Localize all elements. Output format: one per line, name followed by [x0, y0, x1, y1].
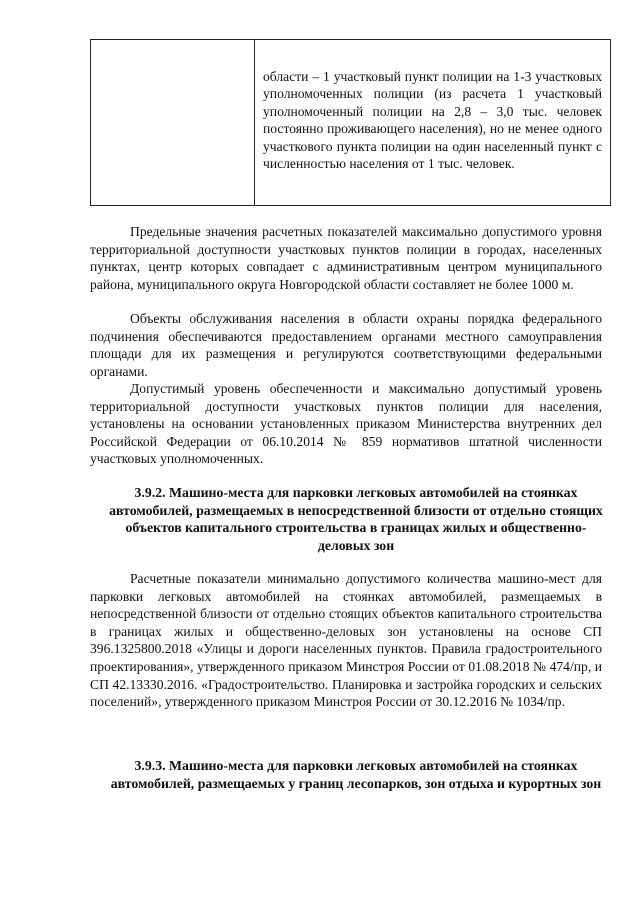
paragraph-federal-objects: Объекты обслуживания населения в области охраны порядка федерального подчинения обеспечиваются предоставлением органами местного самоуправления площади для их размещения и регулируются соответствующими федеральными органами. [90, 311, 602, 379]
section-heading-3-9-3: 3.9.3. Машино-места для парковки легковых автомобилей на стоянках автомобилей, размещаемых у границ лесопарков, зон отдыха и курортных зон [110, 758, 602, 791]
section-heading-3-9-2: 3.9.2. Машино-места для парковки легковых автомобилей на стоянках автомобилей, размещаемых в непосредственной близости от отдельно стоящих объектов капитального строительства в границах жилых и общественно-деловых зон [109, 485, 603, 553]
table-cell-left-empty [91, 40, 255, 205]
police-norms-table [90, 39, 611, 206]
table-cell-text: области – 1 участковый пункт полиции на 1-3 участковых уполномоченных полиции (из расчета 1 участковый уполномоченный полиции на 2,8 – 3,0 тыс. человек постоянно проживающего населения), но не менее одного участкового пункта полиции на один населенный пункт с численностью населения от 1 тыс. человек. [263, 69, 602, 172]
paragraph-parking-calculation: Расчетные показатели минимально допустимого количества машино-мест для парковки легковых автомобилей на стоянках автомобилей, размещаемых в непосредственной близости от отдельно стоящих объектов капитального строительства в границах жилых и общественно-деловых зон установлены на основе СП 396.1325800.2018 «Улицы и дороги населенных пунктов. Правила градостроительного проектирования», утвержденного приказом Минстроя России от 01.08.2018 № 474/пр, и СП 42.13330.2016. «Градостроительство. Планировка и застройка городских и сельских поселений», утвержденного приказом Минстроя России от 30.12.2016 № 1034/пр. [90, 571, 602, 710]
table-cell-right [255, 40, 610, 205]
paragraph-accessibility-limit: Предельные значения расчетных показателей максимально допустимого уровня территориальной доступности участковых пунктов полиции в городах, населенных пунктах, центр которых совпадает с административным центром муниципального района, муниципального округа Новгородской области составляет не более 1000 м. [90, 224, 602, 292]
paragraph-permissible-level: Допустимый уровень обеспеченности и максимально допустимый уровень территориальной доступности участковых пунктов полиции для населения, установлены на основании установленных приказом Министерства внутренних дел Российской Федерации от 06.10.2014 № 859 нормативов штатной численности участковых уполномоченных. [90, 381, 602, 467]
